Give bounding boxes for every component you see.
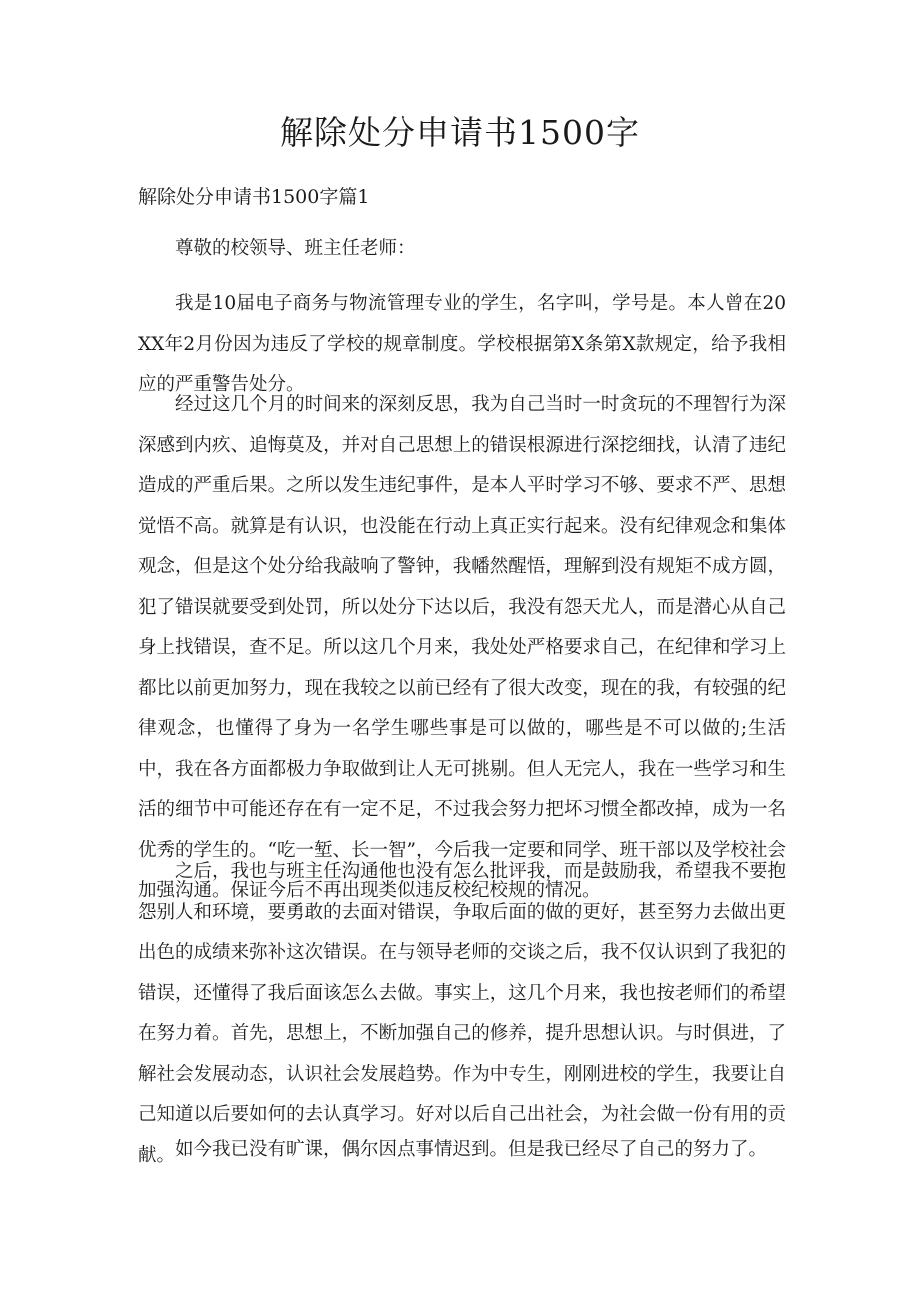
body-paragraph-current-status: 如今我已没有旷课，偶尔因点事情迟到。但是我已经尽了自己的努力了。 [175,1139,768,1160]
section-heading: 解除处分申请书1500字篇1 [138,186,370,208]
salutation-paragraph: 尊敬的校领导、班主任老师： [175,238,416,259]
body-paragraph-communication: 之后，我也与班主任沟通他也没有怎么批评我，而是鼓励我，希望我不要抱怨别人和环境，要勇敢的去面对错误，争取后面的做的更好，甚至努力去做出更出色的成绩来弥补这次错误。在与领导老师的交谈之后，我不仅认识到了我犯的错误，还懂得了我后面该怎么去做。事实上，这几个月来，我也按老师们的希望在努力着。首先，思想上，不断加强自己的修养，提升思想认识。与时俱进，了解社会发展动态，认识社会发展趋势。作为中专生，刚刚进校的学生，我要让自己知道以后要如何的去认真学习。好对以后自己出社会，为社会做一份有用的贡献。 [138,861,786,1166]
body-paragraph-reflection: 经过这几个月的时间来的深刻反思，我为自己当时一时贪玩的不理智行为深深感到内疚、追悔莫及，并对自己思想上的错误根源进行深挖细找，认清了违纪造成的严重后果。之所以发生违纪事件，是本人平时学习不够、要求不严、思想觉悟不高。就算是有认识，也没能在行动上真正实行起来。没有纪律观念和集体观念，但是这个处分给我敲响了警钟，我幡然醒悟，理解到没有规矩不成方圆，犯了错误就要受到处罚，所以处分下达以后，我没有怨天尤人，而是潜心从自己身上找错误，查不足。所以这几个月来，我处处严格要求自己，在纪律和学习上都比以前更加努力，现在我较之以前已经有了很大改变，现在的我，有较强的纪律观念，也懂得了身为一名学生哪些事是可以做的，哪些是不可以做的;生活中，我在各方面都极力争取做到让人无可挑剔。但人无完人，我在一些学习和生活的细节中可能还存在有一定不足，不过我会努力把坏习惯全都改掉，成为一名优秀的学生的。“吃一堑、长一智”，今后我一定要和同学、班干部以及学校社会加强沟通。保证今后不再出现类似违反校纪校规的情况。 [138,394,786,901]
body-paragraph-intro: 我是10届电子商务与物流管理专业的学生，名字叫，学号是。本人曾在20XX年2月份因为违反了学校的规章制度。学校根据第X条第X款规定，给予我相应的严重警告处分。 [138,293,786,395]
document-title: 解除处分申请书1500字 [280,113,640,152]
